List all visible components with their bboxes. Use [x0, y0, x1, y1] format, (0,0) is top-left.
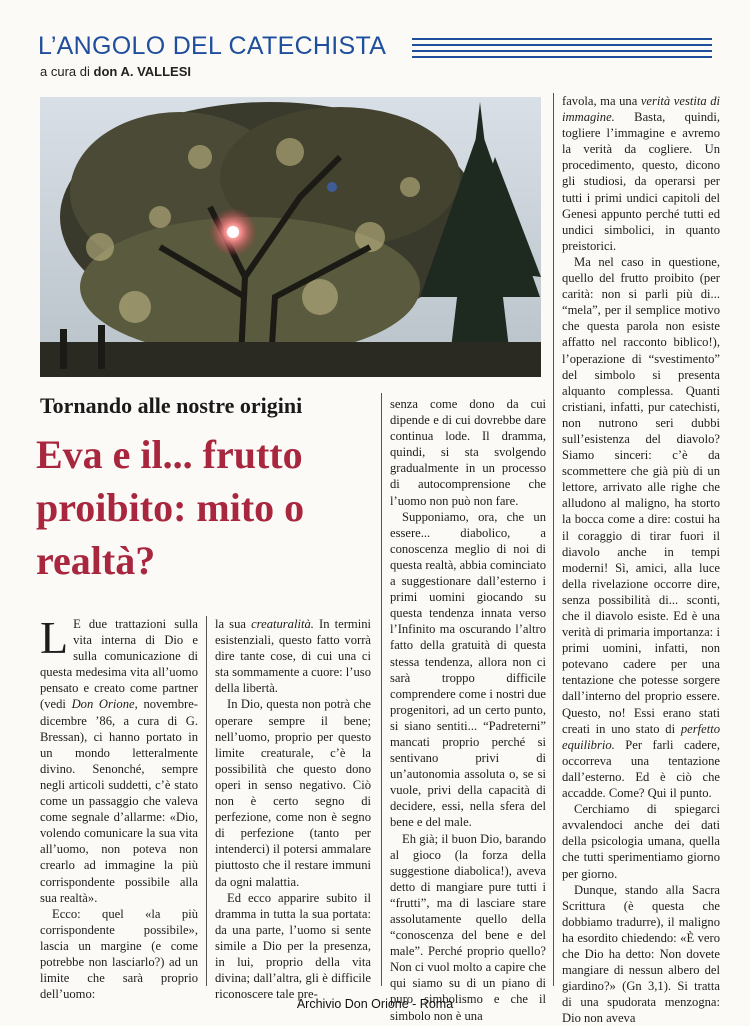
emphasis: verità vestita di immagine. [562, 94, 720, 125]
section-title-rules [412, 38, 712, 62]
section-title: L’ANGOLO DEL CATECHISTA [38, 32, 387, 60]
column-4 [562, 93, 720, 1026]
paragraph [562, 254, 720, 801]
paragraph: Supponiamo, ora, che un essere... diabolico, a conoscenza meglio di noi di questa realtà, abbia cominciato a suggestionare dall’esterno i primi uomini giocando su questa tendenza innata verso l’Infinito ma oscurando l’altro fatto della gratuità di questa stessa tendenza, allora non ci sarà troppo difficile comprendere come i nostri due progenitori, ad un certo punto, si siano sentiti... “Padreterni” mancati proprio perché si sentivano privi di un’autonomia assoluta o, se si vuole, privi della capacità di decidere, essi, nella sfera del bene e del male. [390, 509, 546, 830]
magazine-title: Don Orione, [71, 697, 138, 712]
paragraph [215, 616, 371, 696]
article-kicker: Tornando alle nostre origini [40, 393, 303, 418]
article-headline: Eva e il... frutto proibito: mito o realtà? [36, 432, 305, 583]
column-rule [381, 393, 382, 986]
paragraph [40, 612, 198, 906]
emphasis: perfetto equilibrio. [562, 721, 720, 752]
paragraph: senza come dono da cui dipende e di cui dovrebbe dare continua lode. Il dramma, quindi, si sta svolgendo gradualmente in un processo di autocomprensione che l’uomo non può non fare. [390, 397, 546, 508]
paragraph [562, 93, 720, 254]
emphasis: creaturalità. [251, 617, 314, 631]
column-rule [553, 93, 554, 986]
archive-footer: Archivio Don Orione - Roma [296, 997, 454, 1011]
tree-photo [40, 97, 541, 377]
paragraph-text: novembre-dicembre ’86, a cura di G. Bressan), ci hanno portato in un mondo letteralmente divino. Senonché, sempre negli articoli suddetti, c’è stato come un passaggio che valeva come segnale d’allarme: «Dio, volendo comunicare la sua vita all’uomo, non poteva non crearlo ad immagine la più corrispondente possibile alla sua realtà». [40, 697, 198, 905]
column-rule [206, 616, 207, 986]
paragraph: Eh già; il buon Dio, barando al gioco (la forza della suggestione diabolica!), aveva detto di mangiare pure tutti i “frutti”, ma di lasciare stare assolutamente quello della “conoscenza del bene e del male”. Perché proprio quello? Non ci vuol molto a capire che qui siamo su di un piano di puro simbolismo e che il simbolo non è una [390, 831, 546, 1023]
paragraph: In Dio, questa non potrà che operare sempre il bene; nell’uomo, proprio per questo limite creaturale, c’è la possibilità che questo dono operi in senso negativo. Ciò non è certo segno di perfezione, come non è segno di perfezione (tanto per intenderci) il potersi ammalare piuttosto che il restare immuni da ogni malattia. [215, 697, 371, 889]
byline [40, 64, 191, 79]
paragraph: Dunque, stando alla Sacra Scrittura (è questa che dobbiamo tradurre), il maligno ha esordito chiedendo: «È vero che Dio ha detto: Non dovete mangiare di nessun albero del giardino?» (Gn 3,1). Si tratta di una spudorata menzogna: Dio non aveva [562, 882, 720, 1026]
byline-author: don A. VALLESI [93, 64, 191, 79]
drop-cap: L [40, 612, 69, 663]
paragraph-text: Basta, quindi, togliere l’immagine e avremo la verità da cogliere. Un procedimento, questo, dicono gli studiosi, da operarsi per tutti i primi undici capitoli del Genesi appunto perché tutti ed undici simbolici, in quanto preistorici. [562, 110, 720, 253]
column-2 [215, 616, 371, 1002]
column-1 [40, 612, 198, 1002]
paragraph-text: In termini esistenziali, questo fatto vorrà dire tante cose, di cui una ci sta sommamente a cuore: l’uso della libertà. [215, 617, 371, 696]
column-3 [390, 396, 546, 1024]
paragraph-text: E due trattazioni sulla vita interna di Dio e sulla comunicazione di questa medesima vita all’uomo pensato e creato come partner (vedi [40, 617, 198, 712]
paragraph-text: Per farli cadere, occorreva una tentazione dall’esterno. Ed è ciò che accadde. Come? Qui il punto. [562, 737, 720, 801]
paragraph-text: favola, ma una [562, 94, 641, 108]
byline-prefix: a cura di [40, 64, 90, 79]
paragraph-text: la sua [215, 617, 252, 631]
paragraph: Ecco: quel «la più corrispondente possibile», lascia un margine (e come potrebbe non lasciarlo?) ad un limite che sarà proprio dell’uomo: [40, 906, 198, 1002]
paragraph: Cerchiamo di spiegarci avvalendoci anche dei dati della psicologia umana, quella che tutti sperimentiamo giorno per giorno. [562, 802, 720, 881]
paragraph-text: Ma nel caso in questione, quello del frutto proibito (per carità: non si parli più di... “mela”, per il semplice motivo che questa parola non esiste affatto nel racconto biblico!), l’operazione di “svestimento” del simbolo si presenta alquanto complessa. Quanti cristiani, infatti, pur catechisti, non nutrono seri dubbi sull’esistenza del diavolo? Siamo sinceri: c’è da scommettere che già più di un lettore, arrivato alle righe che alludono al maligno, ha storto la bocca come a dire: costui ha il coraggio di tirar fuori il diavolo anche in tempi moderni! Sì, amici, alla luce della rivelazione occorre dire, senza possibilità di... sconti, che il diavolo esiste. Ed è una verità di primaria importanza: i primi uomini, infatti, non potevano cadere per una tentazione che potesse sorgere dall’interno del proprio essere. Questo, no! Essi erano stati creati in uno stato di [562, 254, 720, 736]
paragraph: Ed ecco apparire subito il dramma in tutta la sua portata: da una parte, l’uomo si sente simile a Dio per la presenza, in lui, proprio della vita divina; dall’altra, gli è difficile riconoscere tale pre- [215, 890, 371, 1002]
